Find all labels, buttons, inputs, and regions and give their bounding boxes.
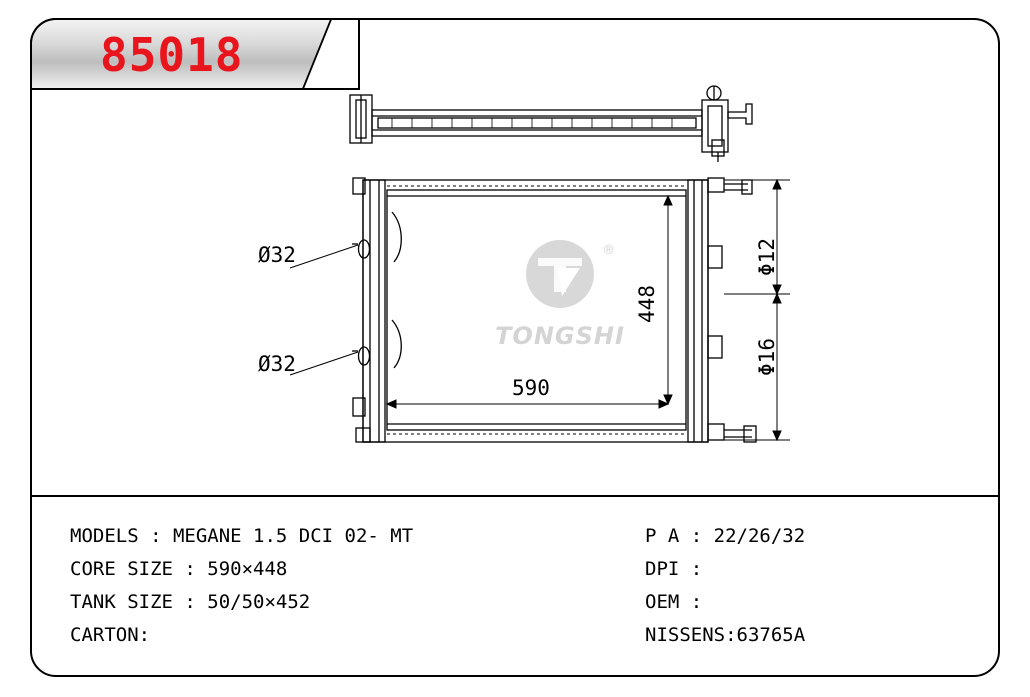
spec-row (70, 520, 970, 553)
spec-core-size: CORE SIZE : 590×448 (70, 558, 288, 580)
dimension-label-pin-bottom: Φ16 (754, 338, 779, 376)
spec-divider (31, 495, 999, 497)
part-number: 85018 (100, 28, 244, 82)
spec-pa: P A : 22/26/32 (645, 525, 806, 547)
spec-table (70, 520, 970, 652)
dimension-label-pin-top: Φ12 (754, 238, 779, 276)
part-number-banner (30, 18, 360, 90)
spec-row (70, 619, 970, 652)
spec-oem: OEM : (645, 591, 703, 613)
spec-carton: CARTON: (70, 624, 151, 646)
spec-row (70, 553, 970, 586)
spec-tank-size: TANK SIZE : 50/50×452 (70, 591, 311, 613)
spec-models: MODELS : MEGANE 1.5 DCI 02- MT (70, 525, 414, 547)
dimension-label-inlet-top: Ø32 (258, 243, 296, 267)
brand-watermark (470, 238, 650, 350)
spec-dpi: DPI : (645, 558, 703, 580)
dimension-label-width: 590 (512, 376, 550, 400)
brand-name: TONGSHI (495, 322, 625, 350)
tongshi-logo-icon (500, 238, 620, 316)
dimension-label-inlet-bottom: Ø32 (258, 352, 296, 376)
spec-row (70, 586, 970, 619)
svg-text:®: ® (602, 243, 615, 258)
dimension-label-height: 448 (634, 285, 659, 323)
spec-nissens: NISSENS:63765A (645, 624, 806, 646)
